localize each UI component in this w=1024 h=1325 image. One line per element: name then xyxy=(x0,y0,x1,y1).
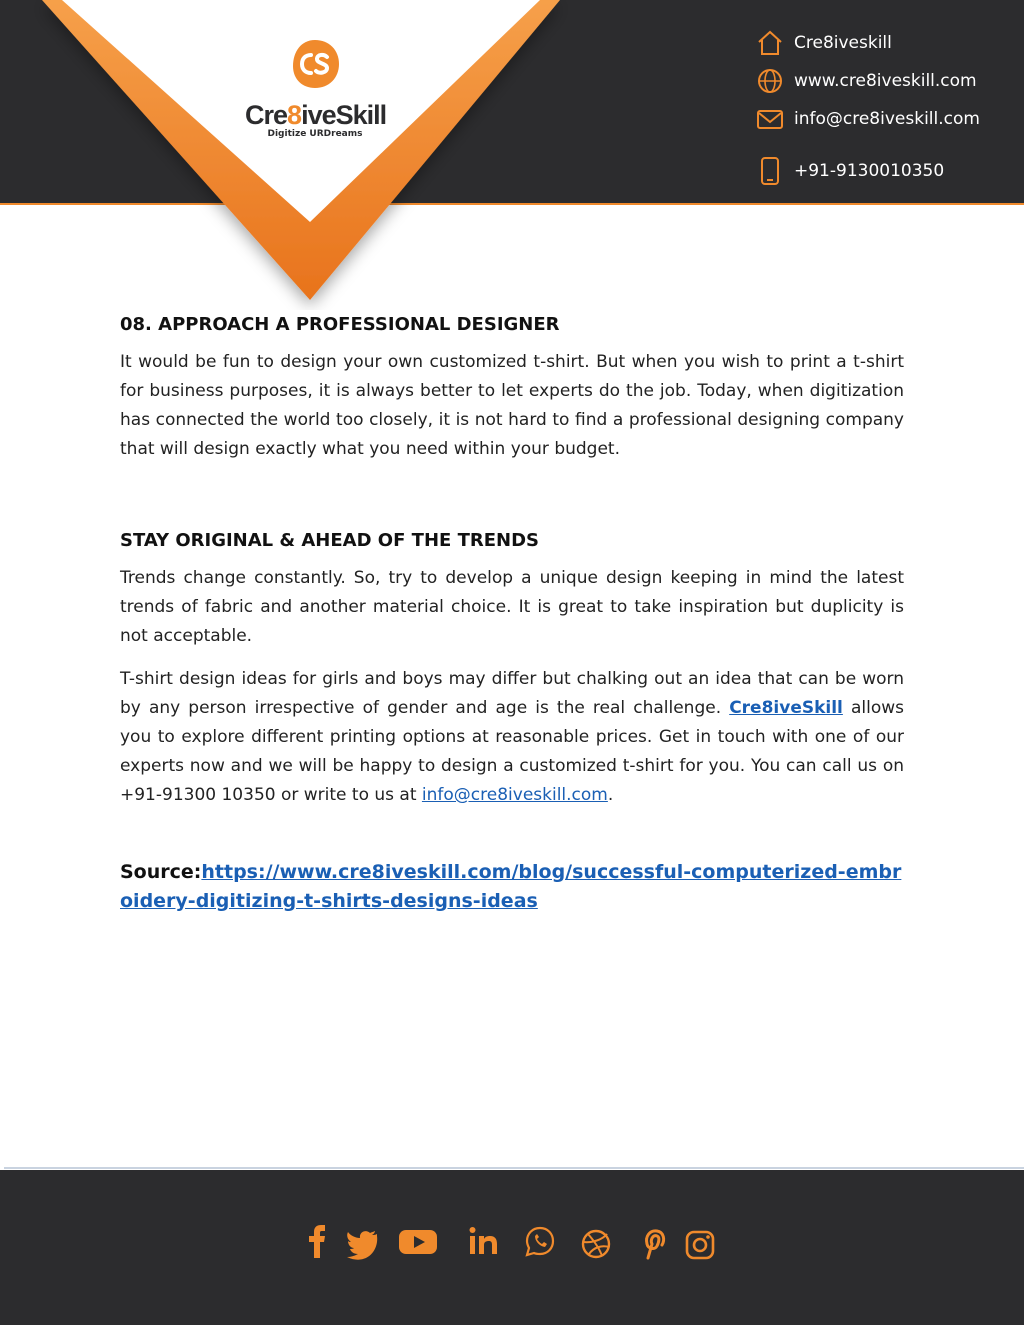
youtube-icon[interactable] xyxy=(398,1222,438,1262)
mobile-phone-icon xyxy=(756,157,784,185)
section-heading-approach-designer: 08. APPROACH A PROFESSIONAL DESIGNER xyxy=(120,314,560,335)
whatsapp-icon[interactable] xyxy=(522,1222,558,1262)
contact-website-row[interactable] xyxy=(756,66,977,96)
facebook-icon[interactable] xyxy=(300,1222,336,1262)
home-icon xyxy=(756,29,784,57)
contact-company: Cre8iveskill xyxy=(794,33,892,53)
contact-website[interactable]: www.cre8iveskill.com xyxy=(794,71,977,91)
contact-company-row xyxy=(756,28,892,58)
brand-link[interactable]: Cre8iveSkill xyxy=(729,698,843,718)
cta-text-middle: allows you to explore different printing options at reasonable prices. Get in touch with one of our experts now and we will be happy to design a customized t-shirt for you. You can call us on +91-91300 10350 or write to us at xyxy=(120,698,904,805)
social-links xyxy=(300,1222,730,1266)
source-label: Source: xyxy=(120,861,202,883)
section-body-cta xyxy=(120,665,904,810)
globe-icon xyxy=(756,67,784,95)
contact-email[interactable]: info@cre8iveskill.com xyxy=(794,109,980,129)
linkedin-icon[interactable] xyxy=(466,1222,502,1262)
footer-divider xyxy=(4,1167,1024,1169)
instagram-icon[interactable] xyxy=(682,1222,718,1262)
contact-phone-row[interactable] xyxy=(756,156,944,186)
section-body-trends: Trends change constantly. So, try to develop a unique design keeping in mind the latest trends of fabric and another material choice. It is great to take inspiration but duplicity is not acceptable. xyxy=(120,568,904,646)
source-link[interactable]: https://www.cre8iveskill.com/blog/successful-computerized-embroidery-digitizing-t-shirts-designs-ideas xyxy=(120,861,902,912)
pinterest-icon[interactable] xyxy=(634,1222,670,1262)
twitter-icon[interactable] xyxy=(344,1222,380,1262)
contact-email-row[interactable] xyxy=(756,104,980,134)
brand-name: Cre8iveSkill xyxy=(245,100,387,130)
email-link[interactable]: info@cre8iveskill.com xyxy=(421,785,608,805)
brand-tagline: Digitize URDreams xyxy=(267,129,363,139)
contact-phone[interactable]: +91-9130010350 xyxy=(794,161,945,181)
source-citation xyxy=(120,858,904,916)
dribbble-icon[interactable] xyxy=(578,1222,614,1262)
section-heading-stay-original: STAY ORIGINAL & AHEAD OF THE TRENDS xyxy=(120,530,539,551)
cta-text-start: T-shirt design ideas for girls and boys may differ but chalking out an idea that can be worn by any person irrespective of gender and age is the real challenge. xyxy=(120,669,904,718)
brand-logo xyxy=(245,38,385,139)
envelope-icon xyxy=(756,105,784,133)
cta-text-end: . xyxy=(607,785,614,805)
logo-mark-icon xyxy=(289,38,341,90)
article-content xyxy=(120,310,904,916)
section-body-approach-designer: It would be fun to design your own customized t-shirt. But when you wish to print a t-shirt for business purposes, it is always better to let experts do the job. Today, when digitization has connected the world too closely, it is not hard to find a professional designing company that will design exactly what you need within your budget. xyxy=(120,352,904,459)
